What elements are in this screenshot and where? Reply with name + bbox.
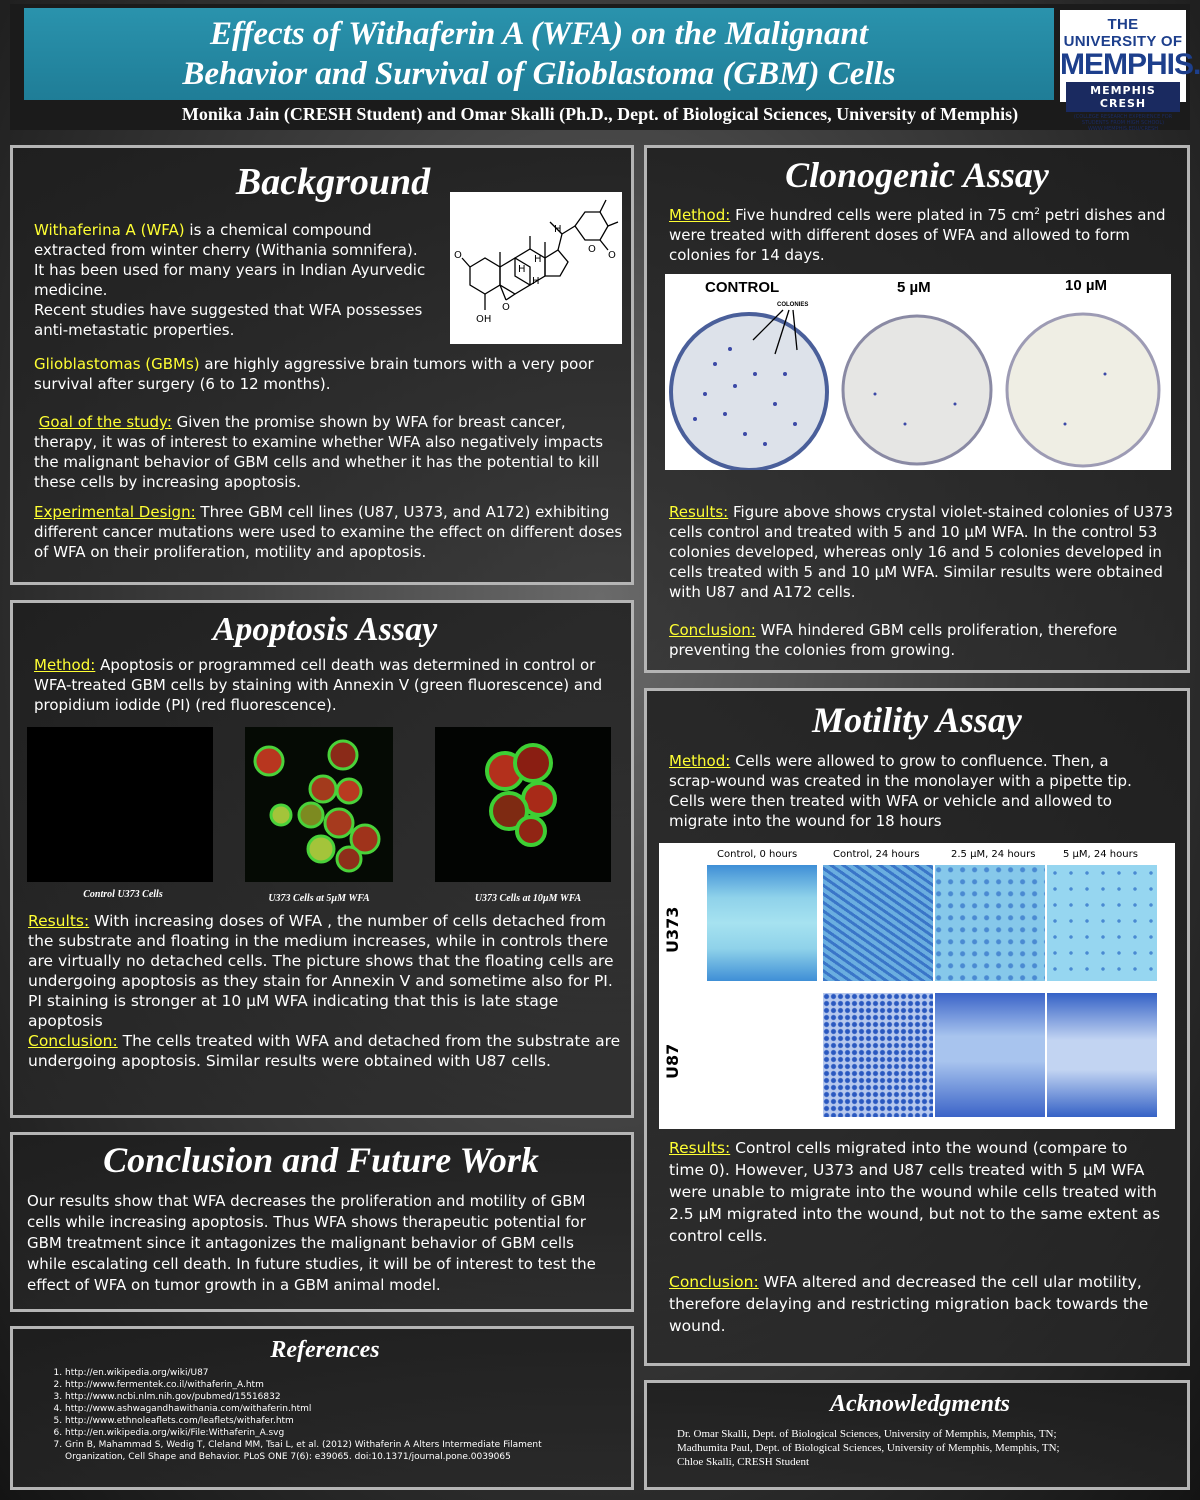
clonogenic-method-text-a: Five hundred cells were plated in 75 cm	[730, 206, 1035, 224]
motility-conclusion	[669, 1271, 1161, 1337]
dish-label-control: CONTROL	[705, 279, 780, 296]
apoptosis-title: Apoptosis Assay	[212, 611, 438, 648]
design-paragraph	[34, 502, 624, 562]
clonogenic-panel	[644, 145, 1190, 673]
reference-item: 6. http://en.wikipedia.org/wiki/File:Withaferin_A.svg	[65, 1427, 569, 1439]
u373-control-0h	[707, 865, 817, 981]
conclusion-text: Our results show that WFA decreases the proliferation and motility of GBM cells while increasing apoptosis. Thus WFA shows therapeutic potential for GBM treatment since it antagonizes the malignant behavior of GBM cells while escalating cell death. In future studies, it will be of interest to test the effect of WFA on tumor growth in a GBM animal model.	[27, 1192, 596, 1294]
acknowledgments-panel	[644, 1380, 1190, 1490]
clonogenic-method	[669, 202, 1175, 265]
control-dish	[671, 314, 827, 470]
conclusion-panel	[10, 1132, 634, 1312]
dish-label-5um: 5 µM	[897, 279, 931, 296]
goal-paragraph	[34, 412, 624, 492]
caption-5um: U373 Cells at 5µM WFA	[268, 893, 370, 904]
logo-line-4: (COLLEGE RESEARCH EXPERIENCE FOR STUDENTS FROM HIGH SCHOOL) WWW.MEMPHIS.EDU/CRESH	[1073, 114, 1173, 132]
clonogenic-results-text: Figure above shows crystal violet-stained colonies of U373 cells control and treated with 5 and 10 µM WFA. In the control 53 colonies developed, whereas only 16 and 5 colonies developed in cells treated with 5 and 10 µM WFA. Similar results were obtained with U87 and A172 cells.	[669, 503, 1173, 601]
clonogenic-title: Clonogenic Assay	[785, 155, 1049, 195]
apoptosis-conclusion-label: Conclusion:	[28, 1032, 118, 1050]
design-text: Three GBM cell lines (U87, U373, and A172) exhibiting different cancer mutations were used to examine the effect on different doses of WFA on their proliferation, motility and apoptosis.	[34, 503, 623, 561]
gbm-paragraph	[34, 354, 594, 394]
mol-h4: H	[554, 224, 562, 235]
motility-panel	[644, 688, 1190, 1366]
mol-o3: O	[588, 244, 596, 255]
title-line-2: Behavior and Survival of Glioblastoma (GBM) Cells	[182, 56, 896, 92]
background-panel	[10, 145, 634, 585]
reference-item: 1. http://en.wikipedia.org/wiki/U87	[65, 1367, 569, 1379]
motility-title: Motility Assay	[812, 700, 1022, 740]
mol-h1: H	[518, 264, 526, 275]
wound-assay-figure	[659, 843, 1175, 1129]
fluorescent-cells-10um	[435, 727, 611, 882]
gbm-description: are highly aggressive brain tumors with a very poor survival after surgery (6 to 12 months).	[34, 355, 594, 393]
motility-conclusion-text: WFA altered and decreased the cell ular motility, therefore delaying and restricting migration back towards the wound.	[669, 1273, 1149, 1335]
acknowledgments-title: Acknowledgments	[829, 1391, 1010, 1417]
apoptosis-conclusion-text: The cells treated with WFA and detached from the substrate are undergoing apoptosis. Similar results were obtained with U87 cells.	[28, 1032, 621, 1070]
gbm-highlight: Glioblastomas (GBMs)	[34, 355, 200, 373]
u87-control-24h	[823, 993, 933, 1117]
ack-line: Dr. Omar Skalli, Dept. of Biological Sciences, University of Memphis, Memphis, TN;	[677, 1428, 1057, 1440]
clonogenic-conclusion-label: Conclusion:	[669, 621, 756, 639]
motility-results-text: Control cells migrated into the wound (compare to time 0). However, U373 and U87 cells treated with 5 µM WFA were unable to migrate into the wound while cells treated with 2.5 µM migrated into the wound, but not to the same extent as control cells.	[669, 1139, 1161, 1245]
col-header-2-5um-24h: 2.5 µM, 24 hours	[951, 849, 1036, 860]
u87-5um-24h	[1047, 993, 1157, 1117]
clonogenic-method-label: Method:	[669, 206, 731, 224]
logo-line-2: MEMPHIS.	[1060, 48, 1200, 81]
goal-label: Goal of the study:	[38, 413, 172, 431]
withaferin-structure-icon	[450, 192, 622, 344]
motility-method-text: Cells were allowed to grow to confluence. Then, a scrap-wound was created in the monolayer with a pipette tip. Cells were then treated with WFA or vehicle and allowed to migrate into the wound for 18 hours	[669, 752, 1132, 830]
caption-control: Control U373 Cells	[83, 889, 163, 900]
col-header-control-24h: Control, 24 hours	[833, 849, 920, 860]
reference-item: 4. http://www.ashwagandhawithania.com/withaferin.html	[65, 1403, 569, 1415]
apoptosis-results	[28, 911, 624, 1071]
apoptosis-method	[34, 655, 624, 715]
references-list	[29, 1367, 569, 1463]
col-header-control-0h: Control, 0 hours	[717, 849, 798, 860]
ack-line: Chloe Skalli, CRESH Student	[677, 1456, 810, 1468]
acknowledgments-list	[677, 1427, 1177, 1469]
row-label-u373: U373	[663, 906, 682, 953]
reference-item: 7. Grin B, Mahammad S, Wedig T, Cleland MM, Tsai L, et al. (2012) Withaferin A Alters Intermediate Filament Organization, Cell Shape and Behavior. PLoS ONE 7(6): e39065. doi:10.1371/journal.pone.0039065	[65, 1439, 569, 1463]
clonogenic-results-label: Results:	[669, 503, 729, 521]
reference-item: 2. http://www.fermentek.co.il/withaferin_A.htm	[65, 1379, 569, 1391]
u373-5um-24h	[1047, 865, 1157, 981]
apoptosis-method-label: Method:	[34, 656, 96, 674]
apoptosis-method-text: Apoptosis or programmed cell death was determined in control or WFA-treated GBM cells by staining with Annexin V (green fluorescence) and propidium iodide (PI) (red fluorescence).	[34, 656, 603, 714]
background-intro	[34, 220, 434, 340]
u373-control-24h	[823, 865, 933, 981]
wfa-highlight: Withaferina A (WFA)	[34, 221, 185, 239]
mol-oh: OH	[476, 314, 492, 325]
clonogenic-conclusion-text: WFA hindered GBM cells proliferation, therefore preventing the colonies from growing.	[669, 621, 1118, 659]
design-label: Experimental Design:	[34, 503, 196, 521]
ayurvedic-text: It has been used for many years in Indian Ayurvedic medicine.	[34, 261, 426, 299]
references-title: References	[270, 1337, 380, 1363]
mol-h2: H	[534, 254, 542, 265]
control-cells-image	[27, 727, 213, 882]
mol-h3: H	[532, 276, 540, 287]
caption-10um: U373 Cells at 10µM WFA	[474, 893, 582, 904]
mol-o4: O	[608, 250, 616, 261]
motility-method	[669, 751, 1149, 831]
authors: Monika Jain (CRESH Student) and Omar Skalli (Ph.D., Dept. of Biological Sciences, University of Memphis)	[181, 104, 1019, 124]
colonies-label: COLONIES	[777, 302, 809, 308]
ack-line: Madhumita Paul, Dept. of Biological Sciences, University of Memphis, Memphis, TN;	[677, 1442, 1060, 1454]
logo-line-1: THE UNIVERSITY OF	[1063, 16, 1183, 50]
dish-label-10um: 10 µM	[1065, 277, 1107, 294]
anti-metastatic-text: Recent studies have suggested that WFA possesses anti-metastatic properties.	[34, 301, 423, 339]
conclusion-title: Conclusion and Future Work	[103, 1140, 539, 1180]
petri-dishes-figure	[665, 274, 1171, 470]
apoptosis-results-text: With increasing doses of WFA , the number of cells detached from the substrate and floating in the medium increases, while in controls there are virtually no detached cells. The picture shows that the floating cells are undergoing apoptosis as they stain for Annexin V and sometime also for PI. PI staining is stronger at 10 µM WFA indicating that this is late stage apoptosis	[28, 912, 614, 1030]
col-header-5um-24h: 5 µM, 24 hours	[1063, 849, 1138, 860]
motility-method-label: Method:	[669, 752, 731, 770]
wfa-description: is a chemical compound extracted from winter cherry (Withania somnifera).	[34, 221, 418, 259]
background-title: Background	[235, 161, 431, 203]
motility-conclusion-label: Conclusion:	[669, 1273, 759, 1291]
title-band	[24, 8, 1054, 100]
motility-results-label: Results:	[669, 1139, 731, 1157]
goal-text: Given the promise shown by WFA for breast cancer, therapy, it was of interest to examine whether WFA also negatively impacts the malignant behavior of GBM cells and whether it has the potential to kill these cells by increasing apoptosis.	[34, 413, 604, 491]
u373-2-5um-24h	[935, 865, 1045, 981]
molecule-structure	[450, 192, 622, 344]
clonogenic-method-sup: 2	[1034, 207, 1040, 217]
clonogenic-results	[669, 502, 1175, 602]
dish-10um	[1007, 314, 1159, 466]
colonies-image	[665, 274, 1171, 470]
dish-5um	[843, 316, 991, 464]
clonogenic-conclusion	[669, 620, 1175, 660]
poster-title	[24, 8, 1054, 94]
mol-o2: O	[502, 302, 510, 313]
cells-5um-image	[245, 727, 393, 882]
title-line-1: Effects of Withaferin A (WFA) on the Malignant	[209, 16, 868, 52]
row-label-u87: U87	[663, 1043, 682, 1079]
references-panel	[10, 1326, 634, 1490]
reference-item: 5. http://www.ethnoleaflets.com/leaflets/withafer.htm	[65, 1415, 569, 1427]
cells-10um-image	[435, 727, 611, 882]
poster-header	[10, 4, 1200, 132]
apoptosis-panel	[10, 600, 634, 1118]
university-logo	[1060, 10, 1200, 132]
reference-item: 3. http://www.ncbi.nlm.nih.gov/pubmed/15516832	[65, 1391, 569, 1403]
apoptosis-results-label: Results:	[28, 912, 90, 930]
clonogenic-method-text-b: petri dishes and were treated with different doses of WFA and allowed to form colonies for 14 days.	[669, 206, 1166, 264]
logo-line-3: MEMPHIS CRESH	[1066, 82, 1180, 112]
fluorescent-cells-5um	[245, 727, 393, 882]
u87-2-5um-24h	[935, 993, 1045, 1117]
motility-results	[669, 1137, 1161, 1247]
mol-o1: O	[454, 250, 462, 261]
